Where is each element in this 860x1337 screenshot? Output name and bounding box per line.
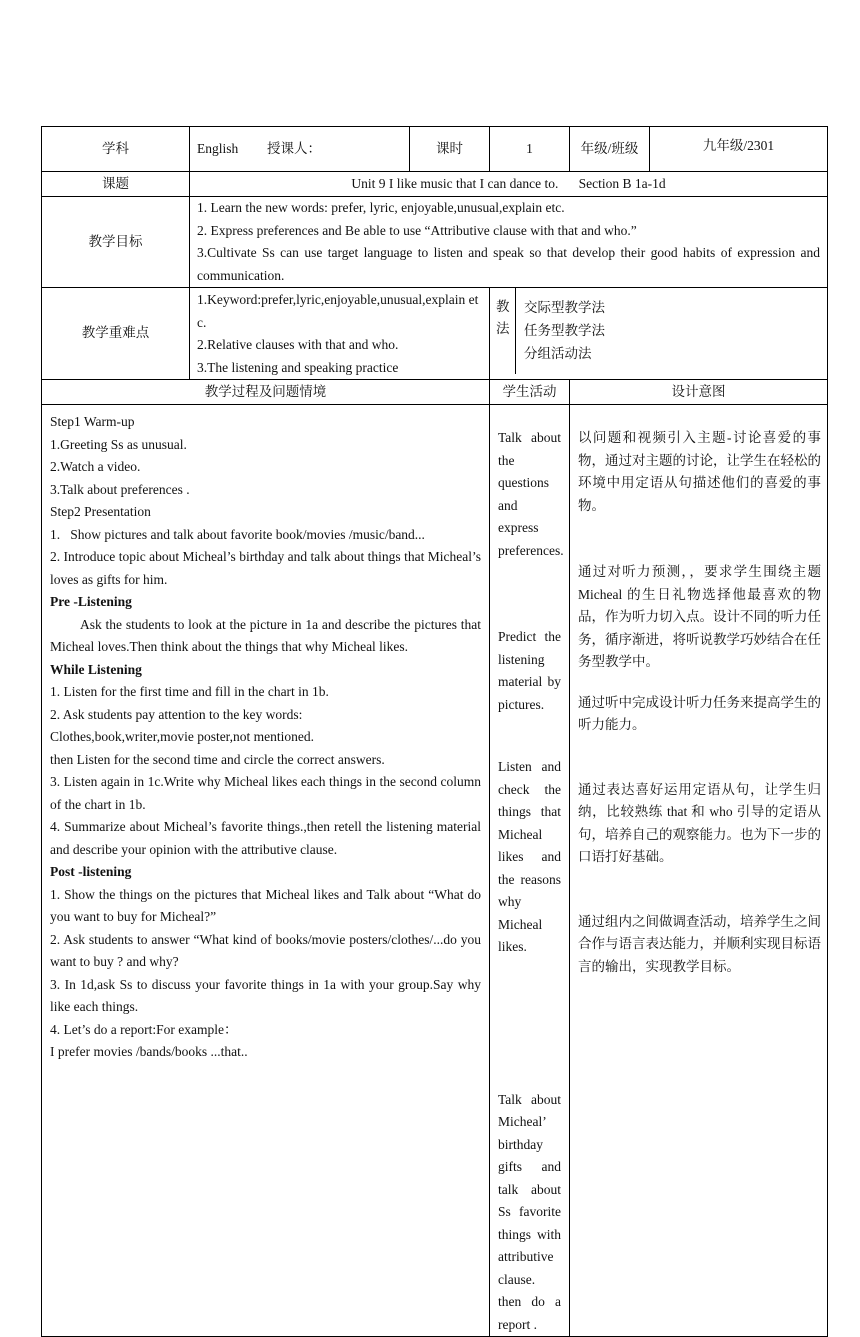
keypoint-item: 1.Keyword:prefer,lyric,enjoyable,unusual,explain etc. — [197, 292, 479, 330]
process-line: 1. Listen for the first time and fill in the chart in 1b. — [50, 684, 329, 699]
process-line: then Listen for the second time and circle the correct answers. — [50, 751, 385, 767]
process-line: 4. Summarize about Micheal’s favorite things.,then retell the listening material and describe your opinion with the attributive clause. — [50, 819, 481, 857]
student-activity: Talk about the questions and express preferences. — [498, 430, 564, 558]
subject-teacher-cell — [190, 127, 410, 172]
process-line: Clothes,book,writer,movie poster,not mentioned. — [50, 729, 315, 744]
method-item: 交际型教学法 — [524, 300, 605, 315]
design-intent: 通过组内之间做调查活动，培养学生之间合作与语言表达能力，并顺利实现目标语言的输出，实现教学目标。 — [578, 913, 821, 974]
keypoints-row — [42, 288, 828, 380]
keypoints-label: 教学重难点 — [42, 288, 190, 380]
keypoint-item: 2.Relative clauses with that and who. — [197, 337, 399, 352]
method-cell — [490, 288, 828, 380]
process-line: 3. In 1d,ask Ss to discuss your favorite things in 1a with your group.Say why like each things. — [50, 976, 481, 1014]
step-heading: Step2 Presentation — [50, 504, 151, 519]
process-line: 2. Ask students pay attention to the key words: — [50, 706, 303, 722]
period-value: 1 — [490, 127, 570, 172]
process-line: 2. Ask students to answer “What kind of books/movie posters/clothes/...do you want to buy ? and why? — [50, 931, 481, 969]
process-line: 2.Watch a video. — [50, 459, 141, 474]
method-list — [516, 288, 613, 374]
goals-cell — [190, 197, 828, 288]
subject-value: English — [197, 140, 239, 156]
student-activity: Talk about Micheal’ birthday gifts and talk about Ss favorite things with attributive clause. — [498, 1091, 561, 1287]
design-intent: 通过表达喜好运用定语从句，让学生归纳，比较熟练 that 和 who 引导的定语从句，培养自己的观察能力。也为下一步的口语打好基础。 — [578, 781, 821, 864]
process-line: 1.Greeting Ss as unusual. — [50, 436, 187, 452]
student-activity: Listen and check the things that Micheal likes and the reasons why Micheal likes. — [498, 759, 561, 954]
process-line: I prefer movies /bands/books ...that.. — [50, 1044, 248, 1059]
topic-label: 课题 — [42, 172, 190, 197]
method-item: 分组活动法 — [524, 346, 592, 361]
process-line: Ask the students to look at the picture in 1a and describe the pictures that Micheal loves.Then think about the things that why Micheal likes. — [50, 616, 481, 654]
design-intent: 通过听中完成设计听力任务来提高学生的听力能力。 — [578, 694, 821, 732]
teacher-label: 授课人： — [267, 140, 322, 156]
design-intent: 通过对听力预测，，要求学生围绕主题 Micheal 的生日礼物选择他最喜欢的物品，作为听力切入点。设计不同的听力任务，循序渐进，将听说教学巧妙结合在任务型教学中。 — [578, 564, 821, 669]
goals-label: 教学目标 — [42, 197, 190, 288]
method-label: 教法 — [490, 288, 516, 374]
design-intent: 以问题和视频引入主题-讨论喜爱的事物，通过对主题的讨论，让学生在轻松的环境中用定语从句描述他们的喜爱的事物。 — [578, 430, 821, 513]
grade-label: 年级/班级 — [570, 127, 650, 172]
goal-item: 2. Express preferences and Be able to use “Attributive clause with that and who.” — [197, 222, 637, 238]
design-intent-cell — [570, 405, 828, 1337]
post-listening-heading: Post -listening — [50, 864, 132, 879]
process-line: 1. Show pictures and talk about favorite book/movies /music/band... — [50, 526, 425, 542]
while-listening-heading: While Listening — [50, 661, 142, 677]
student-activity: then do a report . — [498, 1294, 561, 1332]
process-cell — [42, 405, 490, 1337]
process-line: 4. Let’s do a report:For example： — [50, 1021, 238, 1037]
method-item: 任务型教学法 — [524, 323, 605, 338]
lesson-plan-table — [41, 126, 828, 1337]
keypoint-item: 3.The listening and speaking practice — [197, 359, 399, 375]
pre-listening-heading: Pre -Listening — [50, 594, 132, 609]
design-column-header: 设计意图 — [570, 380, 828, 405]
grade-value: 九年级/2301 — [650, 127, 828, 172]
period-label: 课时 — [410, 127, 490, 172]
header-row — [42, 127, 828, 172]
goal-item: 1. Learn the new words: prefer, lyric, enjoyable,unusual,explain etc. — [197, 200, 565, 215]
process-column-header: 教学过程及问题情境 — [42, 380, 490, 405]
student-activity: Predict the listening material by pictures. — [498, 629, 561, 712]
goal-item: 3.Cultivate Ss can use target language to listen and speak so that develop their good habits of expression and communication. — [197, 245, 820, 283]
keypoints-cell — [190, 288, 490, 380]
topic-row — [42, 172, 828, 197]
subject-label: 学科 — [42, 127, 190, 172]
student-activity-cell — [490, 405, 570, 1337]
process-line: 2. Introduce topic about Micheal’s birthday and talk about things that Micheal’s loves as gifts for him. — [50, 549, 481, 587]
topic-value: Unit 9 I like music that I can dance to. Section B 1a-1d — [190, 172, 828, 197]
step-heading: Step1 Warm-up — [50, 414, 135, 429]
column-header-row — [42, 380, 828, 405]
process-line: 1. Show the things on the pictures that Micheal likes and Talk about “What do you want to buy for Micheal?” — [50, 886, 481, 924]
content-row — [42, 405, 828, 1337]
goals-row — [42, 197, 828, 288]
process-line: 3. Listen again in 1c.Write why Micheal likes each things in the second column of the chart in 1b. — [50, 774, 481, 812]
student-column-header: 学生活动 — [490, 380, 570, 405]
process-line: 3.Talk about preferences . — [50, 481, 190, 497]
